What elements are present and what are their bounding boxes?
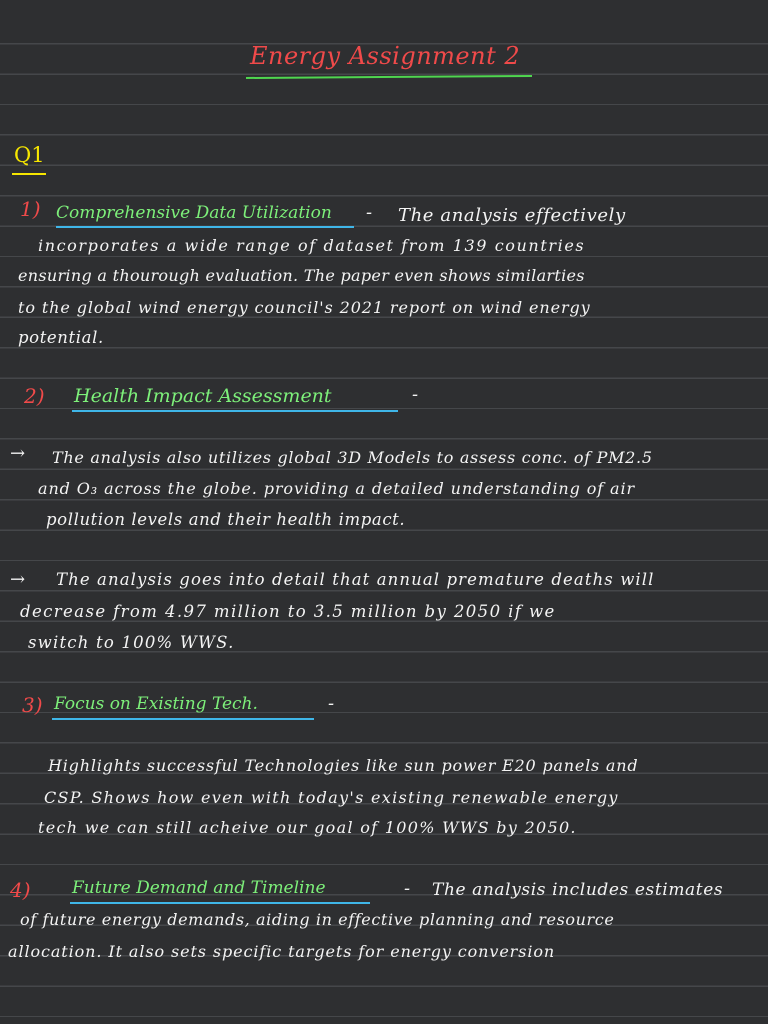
section-number: 4) — [10, 878, 31, 902]
section-heading: Future Demand and Timeline — [72, 878, 326, 898]
section-number: 3) — [22, 693, 43, 717]
body-line: The analysis includes estimates — [432, 880, 724, 900]
body-line: and O₃ across the globe. providing a detailed understanding of air — [38, 479, 636, 498]
body-line: The analysis effectively — [398, 205, 626, 226]
section-heading: Health Impact Assessment — [74, 385, 332, 407]
body-line: incorporates a wide range of dataset from 139 countries — [38, 236, 586, 255]
heading-underline — [56, 226, 354, 228]
body-line: decrease from 4.97 million to 3.5 million by 2050 if we — [20, 602, 556, 621]
body-line: potential. — [18, 328, 104, 347]
section-number: 2) — [24, 384, 45, 408]
body-line: Highlights successful Technologies like sun power E20 panels and — [48, 756, 639, 775]
body-line: switch to 100% WWS. — [28, 633, 235, 652]
heading-underline — [72, 410, 398, 412]
heading-separator: - — [412, 384, 419, 405]
question-underline — [12, 173, 46, 175]
bullet-arrow: → — [10, 443, 26, 464]
body-line: The analysis also utilizes global 3D Models to assess conc. of PM2.5 — [52, 448, 653, 467]
section-heading: Comprehensive Data Utilization — [56, 203, 332, 223]
body-line: to the global wind energy council's 2021 report on wind energy — [18, 298, 591, 317]
body-line: pollution levels and their health impact. — [46, 510, 406, 529]
title-underline — [246, 75, 532, 79]
body-line: The analysis goes into detail that annual premature deaths will — [56, 570, 655, 589]
section-number: 1) — [20, 197, 41, 221]
body-line: of future energy demands, aiding in effective planning and resource — [20, 910, 615, 929]
heading-separator: - — [328, 693, 335, 714]
page-title: Energy Assignment 2 — [250, 42, 521, 70]
heading-underline — [52, 718, 314, 720]
body-line: ensuring a thourough evaluation. The paper even shows similarties — [18, 266, 585, 285]
heading-separator: - — [404, 878, 411, 899]
heading-underline — [70, 902, 370, 904]
section-heading: Focus on Existing Tech. — [54, 694, 258, 714]
heading-separator: - — [366, 202, 373, 223]
bullet-arrow: → — [10, 569, 26, 590]
body-line: allocation. It also sets specific targets for energy conversion — [8, 942, 556, 961]
body-line: tech we can still acheive our goal of 100% WWS by 2050. — [38, 818, 577, 837]
question-label: Q1 — [14, 143, 45, 167]
body-line: CSP. Shows how even with today's existing renewable energy — [44, 788, 619, 807]
